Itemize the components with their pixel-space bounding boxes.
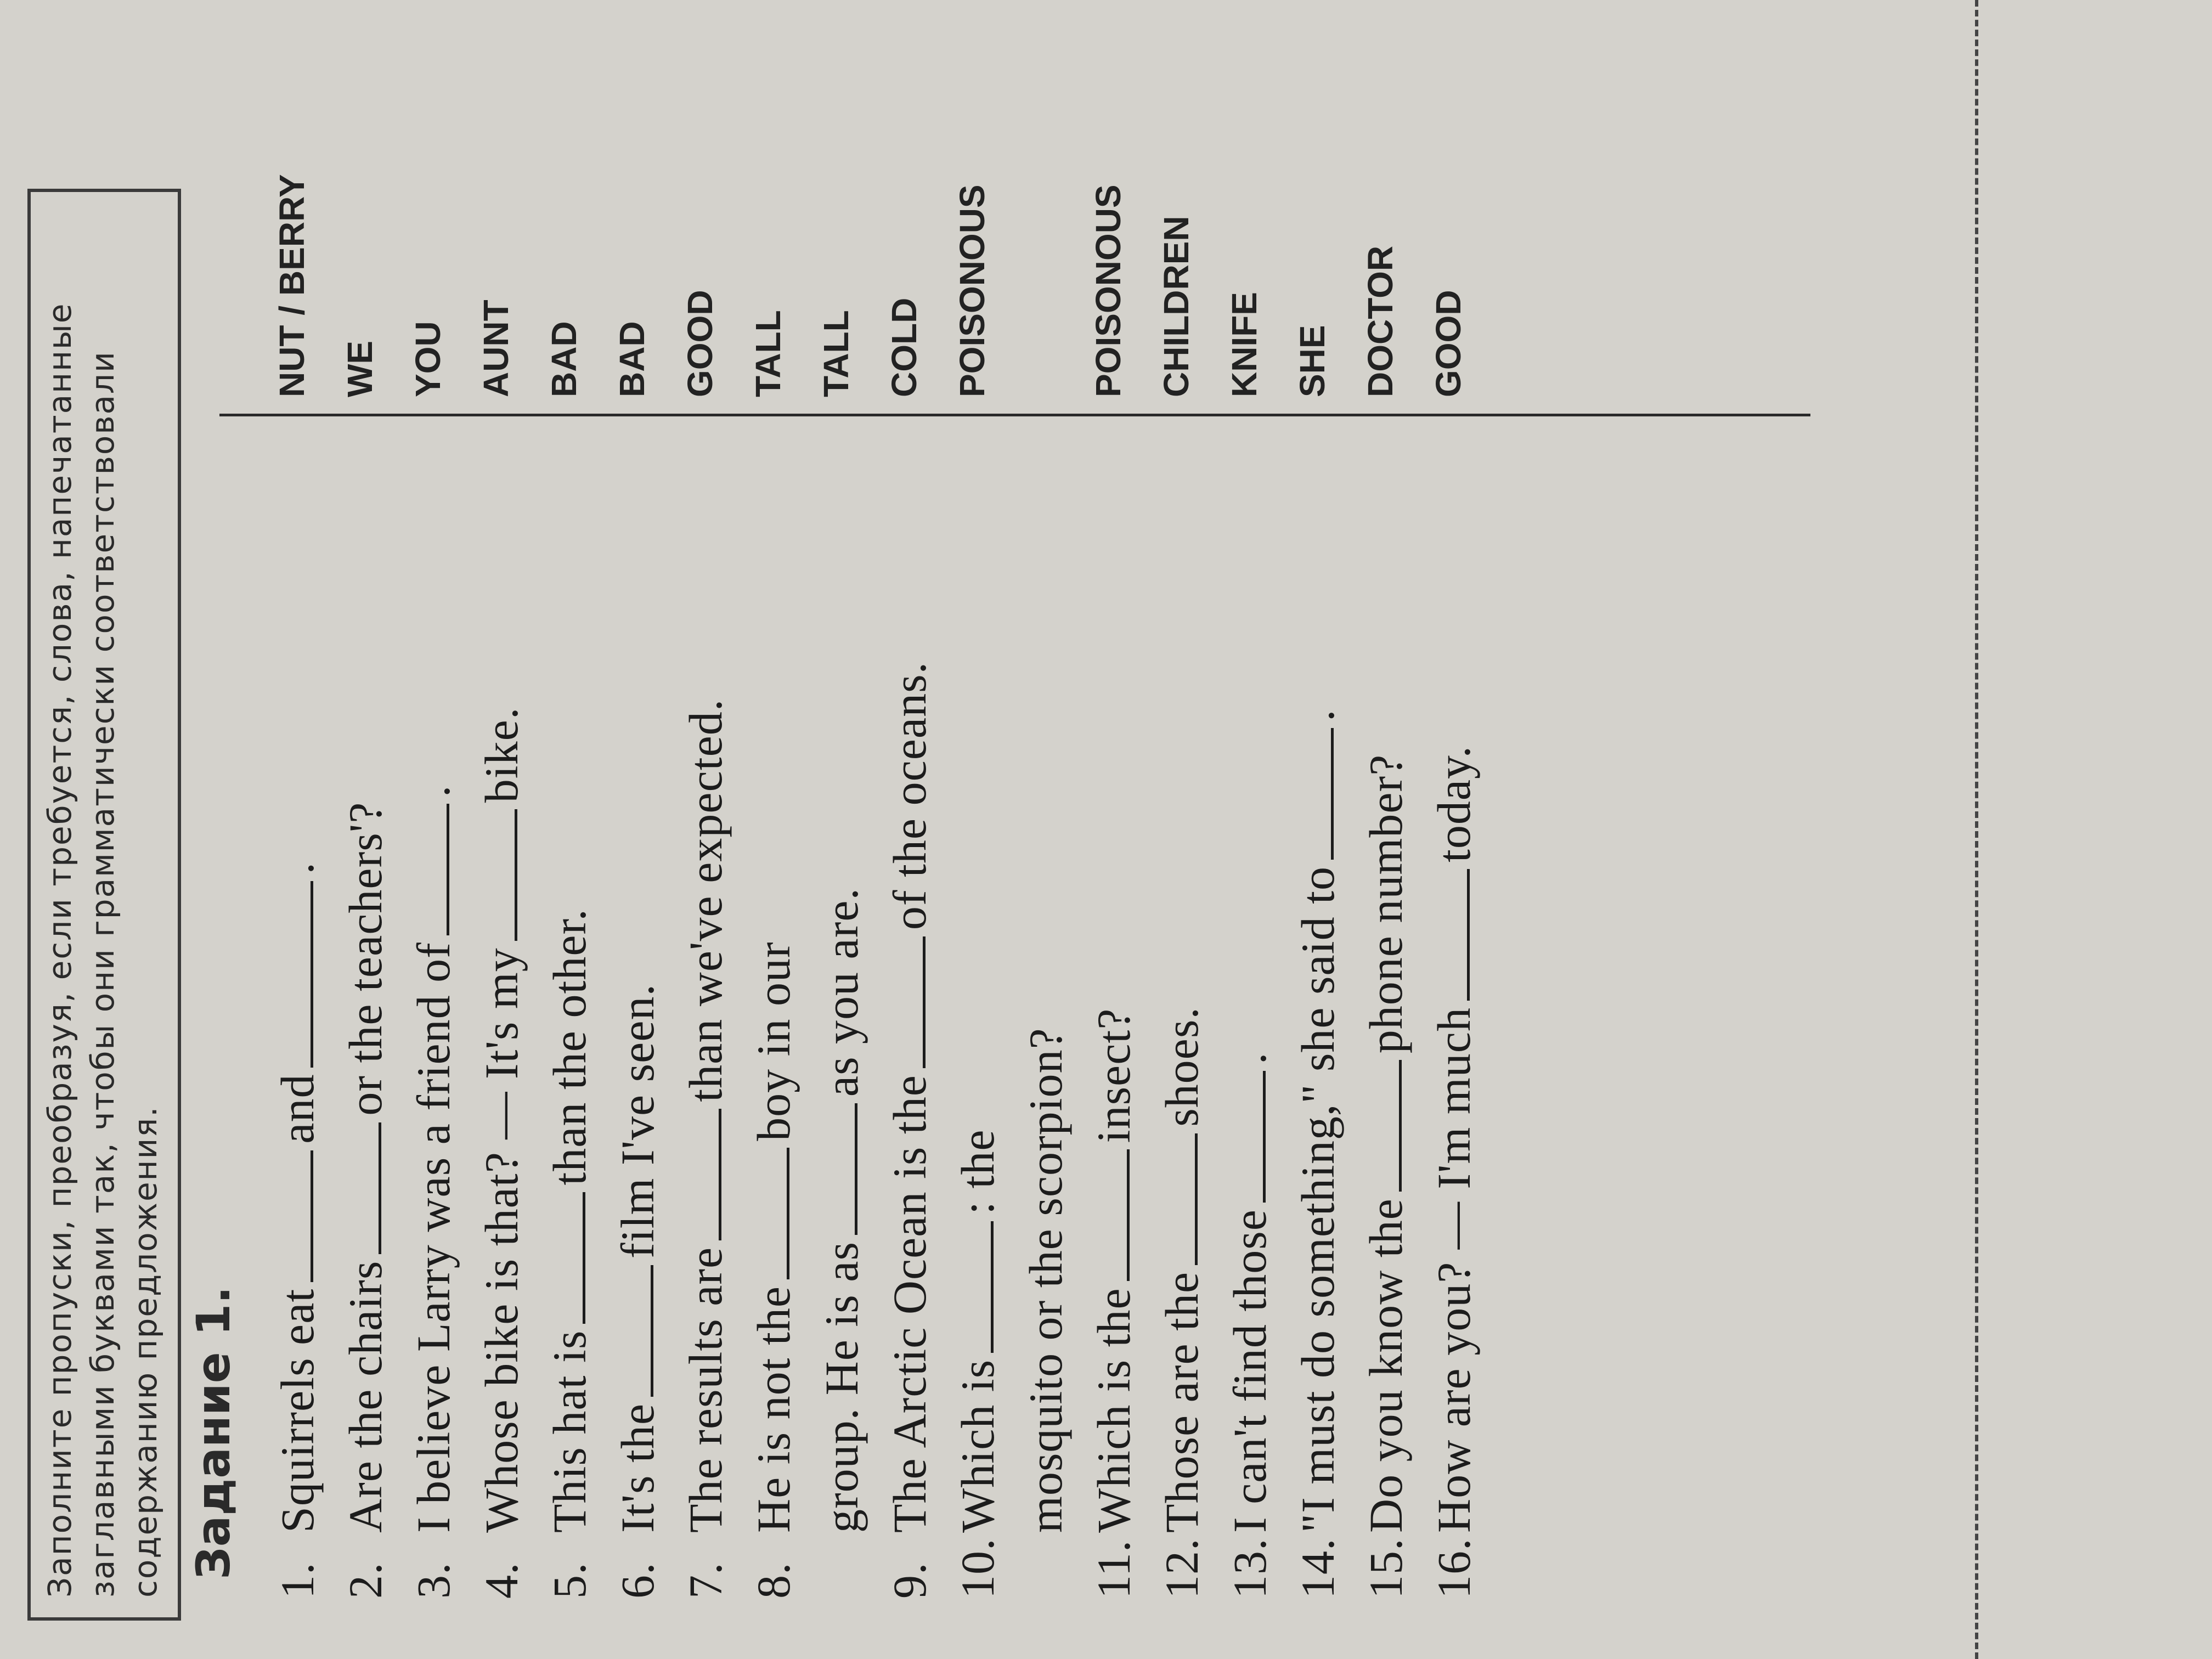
answer-word: KNIFE <box>1224 292 1264 397</box>
item-number: 4. <box>475 1562 528 1599</box>
item-text-after: . <box>271 862 324 874</box>
exercise-item <box>1012 419 1080 1599</box>
answer-word: TALL <box>748 310 788 397</box>
answer-blank[interactable] <box>685 1109 721 1240</box>
answer-word: YOU <box>408 321 448 397</box>
item-text-before: The results are <box>679 1246 732 1533</box>
item-text-before: Those are the <box>1155 1271 1208 1533</box>
answer-word <box>1006 2 1074 397</box>
item-text-before: group. He is as <box>815 1242 868 1533</box>
answer-blank[interactable] <box>549 1192 585 1324</box>
answer-word: GOOD <box>1429 290 1468 397</box>
item-number: 5. <box>543 1562 596 1599</box>
item-text-middle: or the teachers'? <box>339 802 392 1116</box>
item-text-after: . <box>407 785 460 798</box>
answer-blank[interactable] <box>1297 728 1334 860</box>
exercise-item <box>603 419 672 1599</box>
exercise-item <box>1284 419 1352 1599</box>
answer-word: COLD <box>884 297 924 397</box>
answer-blank[interactable] <box>753 1148 789 1279</box>
answer-blank[interactable] <box>821 1103 857 1235</box>
answer-word-column <box>258 2 1482 397</box>
item-text-after: phone number? <box>1359 754 1412 1054</box>
item-text-after: than the other. <box>543 909 596 1186</box>
item-text-before: I can't find those <box>1223 1209 1276 1533</box>
exercise-item <box>808 419 876 1599</box>
exercise-item <box>672 419 740 1599</box>
item-text-before: Which is <box>951 1359 1004 1533</box>
answer-word: WE <box>340 340 380 397</box>
item-text-before: I believe Larry was a friend of <box>407 942 460 1533</box>
item-text-before: Which is the <box>1087 1288 1140 1533</box>
exercise-item <box>876 419 944 1599</box>
exercise-item <box>1148 419 1216 1599</box>
item-number: 9. <box>883 1562 936 1599</box>
answer-blank[interactable] <box>1433 869 1470 1001</box>
instruction-text: Заполните пропуски, преобразуя, если требуется, слова, напечатанные заглавными буквами так, чтобы они грамматически соответствовали содержанию предложения. <box>41 302 164 1598</box>
item-number: 10. <box>951 1538 1004 1599</box>
cut-line <box>1975 0 1978 1659</box>
item-number: 1. <box>271 1562 324 1599</box>
exercise-item <box>1216 419 1284 1599</box>
item-text-before: He is not the <box>747 1285 800 1533</box>
answer-blank[interactable] <box>276 881 313 1068</box>
item-text-after: film I've seen. <box>611 984 664 1259</box>
answer-blank[interactable] <box>617 1265 653 1397</box>
answer-blank[interactable] <box>1093 1149 1130 1281</box>
item-number: 16. <box>1427 1538 1480 1599</box>
answer-word: POISONOUS <box>1088 184 1128 397</box>
answer-blank[interactable] <box>413 804 449 935</box>
task-title: Задание 1. <box>187 1286 240 1579</box>
item-text-after: shoes. <box>1155 1007 1208 1127</box>
exercise-item <box>331 419 399 1599</box>
item-text-after: today. <box>1427 746 1480 863</box>
instruction-box <box>27 189 181 1621</box>
answer-word: BAD <box>612 321 652 397</box>
answer-blank[interactable] <box>889 936 926 1068</box>
exercise-item <box>1352 419 1420 1599</box>
exercise-item <box>467 419 535 1599</box>
item-text-before: Squirrels eat <box>271 1288 324 1533</box>
answer-blank[interactable] <box>1365 1060 1402 1192</box>
answer-word: BAD <box>544 321 584 397</box>
exercise-item <box>399 419 467 1599</box>
exercise-item <box>944 419 1012 1599</box>
answer-blank[interactable] <box>957 1221 994 1353</box>
item-number: 2. <box>339 1562 392 1599</box>
answer-blank[interactable] <box>276 1150 313 1282</box>
exercise-item <box>263 419 331 1599</box>
answer-blank[interactable] <box>481 809 517 941</box>
exercise-item <box>1080 419 1148 1599</box>
item-number: 13. <box>1223 1538 1276 1599</box>
item-text-after: bike. <box>475 707 528 803</box>
item-text-before: Whose bike is that? — It's my <box>475 947 528 1533</box>
item-number: 15. <box>1359 1538 1412 1599</box>
answer-word: TALL <box>816 310 856 397</box>
answer-blank[interactable] <box>1161 1133 1198 1265</box>
item-text-after: insect? <box>1087 1008 1140 1143</box>
item-number: 11. <box>1087 1539 1140 1599</box>
answer-word: CHILDREN <box>1156 216 1196 397</box>
exercise-item <box>535 419 603 1599</box>
item-text-after: of the oceans. <box>883 661 936 930</box>
item-text-before: "I must do something," she said to <box>1291 866 1344 1533</box>
item-text-middle: and <box>271 1074 324 1144</box>
answer-word: SHE <box>1293 325 1332 397</box>
item-number: 3. <box>407 1562 460 1599</box>
exercise-item <box>740 419 808 1599</box>
answer-word: POISONOUS <box>952 184 992 397</box>
item-text-after: as you are. <box>815 887 868 1097</box>
item-text-before: This hat is <box>543 1330 596 1533</box>
answer-word: GOOD <box>680 290 720 397</box>
answer-word: DOCTOR <box>1361 245 1400 397</box>
answer-blank[interactable] <box>1229 1071 1266 1203</box>
item-text-before: Are the chairs <box>339 1260 392 1533</box>
answer-blank[interactable] <box>345 1122 381 1254</box>
item-number: 7. <box>679 1562 732 1599</box>
answer-word: AUNT <box>476 300 516 397</box>
item-text-before: How are you? — I'm much <box>1427 1007 1480 1533</box>
item-number: 8. <box>747 1562 800 1599</box>
item-text-after: . <box>1291 709 1344 721</box>
answer-word: NUT / BERRY <box>272 174 312 397</box>
item-text-after: than we've expected. <box>679 698 732 1102</box>
item-text-after: boy in our <box>747 941 800 1141</box>
item-number: 14. <box>1291 1538 1344 1599</box>
item-text-before: Do you know the <box>1359 1198 1412 1533</box>
item-text-after: . <box>1223 1052 1276 1065</box>
answer-column-divider <box>219 414 1810 416</box>
item-number: 12. <box>1155 1538 1208 1599</box>
exercise-list <box>263 419 1488 1599</box>
item-text-before: It's the <box>611 1403 664 1533</box>
item-text-before: mosquito or the scorpion? <box>1019 1028 1072 1533</box>
exercise-item <box>1420 419 1488 1599</box>
item-text-after: : the <box>951 1129 1004 1215</box>
item-text-before: The Arctic Ocean is the <box>883 1075 936 1533</box>
item-number: 6. <box>611 1562 664 1599</box>
